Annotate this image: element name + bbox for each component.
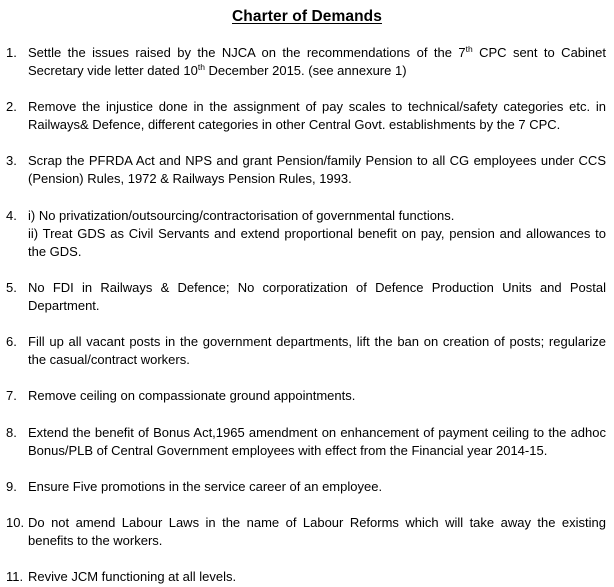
demand-number: 6. <box>6 334 17 349</box>
page-title: Charter of Demands <box>232 8 382 25</box>
demand-item-4 <box>6 207 606 261</box>
demand-text: Scrap the PFRDA Act and NPS and grant Pension/family Pension to all CG employees under CCS (Pension) Rules, 1972 & Railways Pension Rules, 1993. <box>28 153 606 186</box>
demand-item-2 <box>6 98 606 134</box>
demand-number: 11. <box>6 569 24 584</box>
demand-subitem-1: i) No privatization/outsourcing/contractorisation of governmental functions. <box>28 208 455 223</box>
demand-text-part: CPC sent to Cabinet Secretary vide letter dated 10 <box>28 45 606 78</box>
demand-number: 5. <box>6 280 17 295</box>
demand-number: 2. <box>6 99 17 114</box>
demand-number: 8. <box>6 425 17 440</box>
demand-item-11 <box>6 568 606 586</box>
demand-text-part: Settle the issues raised by the NJCA on the recommendations of the 7 <box>28 45 466 60</box>
superscript: th <box>197 62 205 72</box>
demand-item-8 <box>6 424 606 460</box>
demand-text <box>28 44 606 80</box>
demand-number: 1. <box>6 45 17 60</box>
demand-item-7 <box>6 387 606 405</box>
demand-number: 4. <box>6 208 17 223</box>
demand-text: Remove ceiling on compassionate ground appointments. <box>28 388 356 403</box>
demand-item-5 <box>6 279 606 315</box>
demand-text: Remove the injustice done in the assignment of pay scales to technical/safety categories etc. in Railways& Defence, different categories in other Central Govt. establishments by the 7 CPC. <box>28 99 606 132</box>
demand-number: 10. <box>6 515 25 530</box>
demand-item-1 <box>6 44 606 80</box>
demand-text: Revive JCM functioning at all levels. <box>28 569 237 584</box>
demand-text: Ensure Five promotions in the service career of an employee. <box>28 479 383 494</box>
demand-number: 3. <box>6 153 17 168</box>
demand-text-part: December 2015. (see annexure 1) <box>204 63 407 78</box>
demand-number: 7. <box>6 388 17 403</box>
superscript: th <box>465 44 473 54</box>
demand-item-3 <box>6 152 606 188</box>
demand-item-6 <box>6 333 606 369</box>
demand-text <box>28 207 606 261</box>
demand-text: Extend the benefit of Bonus Act,1965 amendment on enhancement of payment ceiling to the adhoc Bonus/PLB of Central Government employees with effect from the Financial year 2014-15. <box>28 425 606 458</box>
demand-item-9 <box>6 478 606 496</box>
demand-subitem-2: ii) Treat GDS as Civil Servants and extend proportional benefit on pay, pension and allowances to the GDS. <box>28 226 606 259</box>
demand-item-10 <box>6 514 606 550</box>
demand-text: Do not amend Labour Laws in the name of Labour Reforms which will take away the existing benefits to the workers. <box>28 515 606 548</box>
demand-text: No FDI in Railways & Defence; No corporatization of Defence Production Units and Postal Department. <box>28 280 606 313</box>
demand-number: 9. <box>6 479 17 494</box>
demand-text: Fill up all vacant posts in the government departments, lift the ban on creation of posts; regularize the casual/contract workers. <box>28 334 606 367</box>
